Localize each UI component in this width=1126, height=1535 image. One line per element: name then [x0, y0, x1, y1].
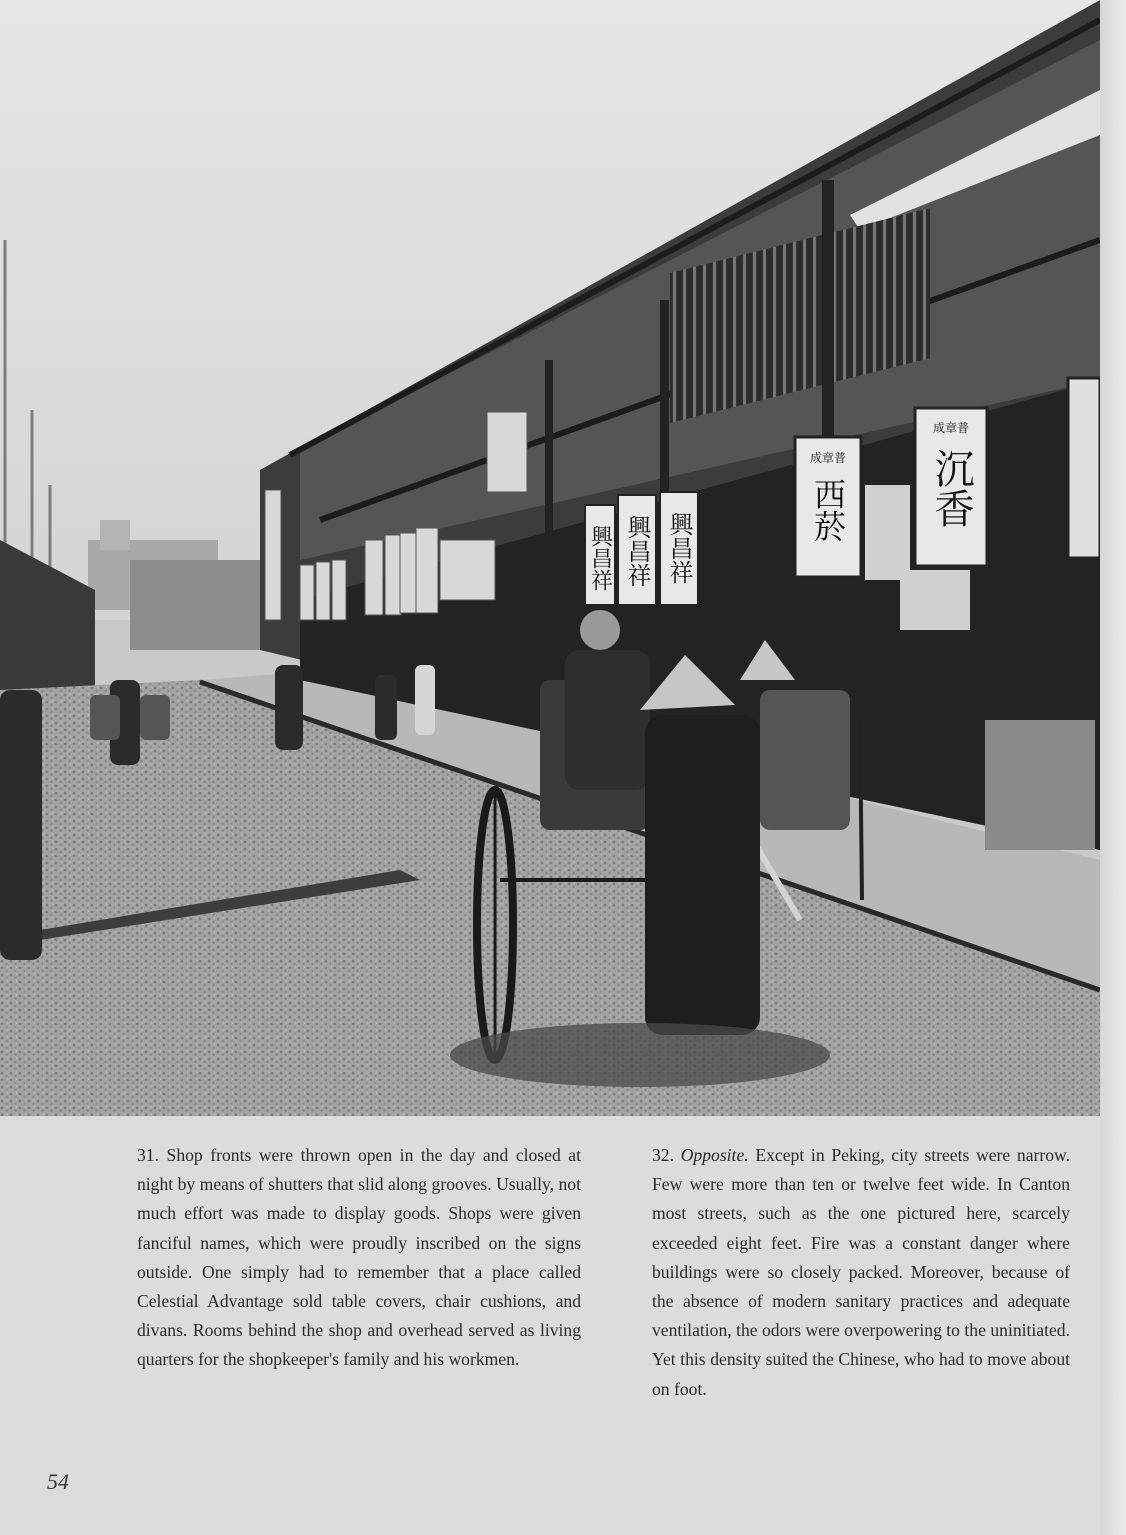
- caption-32: [652, 1141, 1070, 1404]
- shop-sign-1: [585, 505, 615, 605]
- shop-sign-4: [795, 437, 861, 577]
- shop-sign-3-text: 興昌祥: [665, 512, 693, 584]
- shop-sign-3: [660, 492, 698, 605]
- shop-sign-5-text: 沉香: [928, 448, 974, 528]
- caption-32-text: Except in Peking, city streets were narrow. Few were more than ten or twelve feet wide. In Canton most streets, such as the one pictured here, scarcely exceeded eight feet. Fire was a constant danger where buildings were so closely packed. Moreover, because of the absence of modern sanitary practices and adequate ventilation, the odors were overpowering to the uninitiated. Yet this density suited the Chinese, who had to move about on foot.: [652, 1145, 1071, 1399]
- caption-31: [137, 1141, 581, 1375]
- page-number: 54: [47, 1469, 69, 1494]
- shop-sign-5: [915, 408, 987, 566]
- caption-32-number: 32.: [652, 1145, 674, 1165]
- shop-sign-6: [1068, 378, 1100, 558]
- shop-sign-1-text: 興昌祥: [587, 525, 613, 591]
- shop-shutters: [985, 720, 1095, 850]
- shop-sign-2-text: 興昌祥: [623, 515, 651, 587]
- shop-sign-4-text: 西菸: [809, 478, 847, 542]
- shop-sign-2: [618, 495, 656, 605]
- shop-sign-4-small-text: 成章普: [809, 451, 847, 465]
- caption-31-text: Shop fronts were thrown open in the day and closed at night by means of shutters that slid along grooves. Usually, not much effort was made to display goods. Shops were given fanciful names, which were proudly inscribed on the signs outside. One simply had to remember that a place called Celestial Advantage sold table covers, chair cushions, and divans. Rooms behind the shop and overhead served as living quarters for the shopkeeper's family and his workmen.: [137, 1145, 581, 1370]
- shop-sign-5-small-text: 成章普: [932, 421, 970, 435]
- caption-32-lead: Opposite.: [680, 1145, 749, 1165]
- ground-shadow: [450, 1023, 830, 1087]
- caption-31-number: 31.: [137, 1145, 159, 1165]
- page-edge-shadow: [1100, 0, 1126, 1535]
